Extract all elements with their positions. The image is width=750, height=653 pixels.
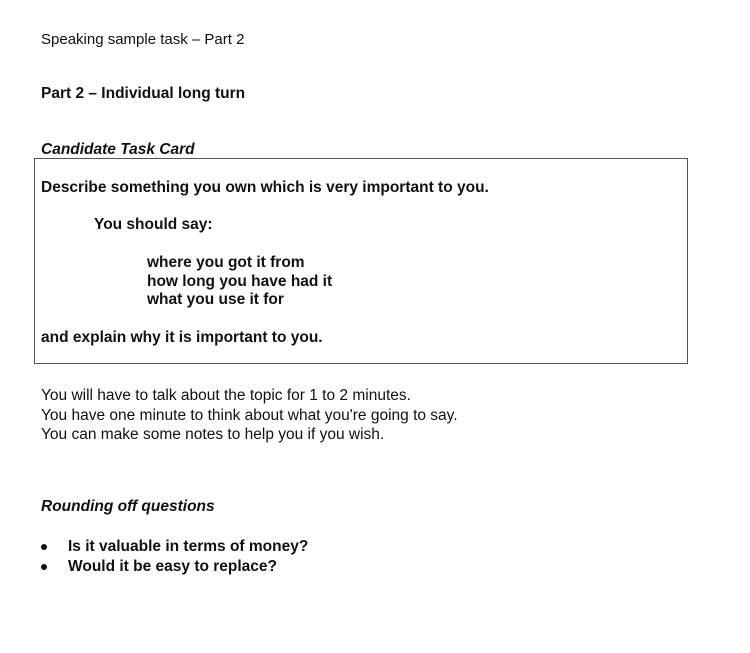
question-text: Would it be easy to replace? <box>68 558 278 575</box>
task-card-describe: Describe something you own which is very important to you. <box>41 179 489 196</box>
question-text: Is it valuable in terms of money? <box>68 538 309 555</box>
rounding-off-title: Rounding off questions <box>41 498 215 515</box>
task-card-points <box>147 254 332 310</box>
task-card-point: what you use it for <box>147 291 284 308</box>
instruction-line: You have one minute to think about what you're going to say. <box>41 406 458 424</box>
task-card-should-say: You should say: <box>94 216 213 233</box>
task-card-explain: and explain why it is important to you. <box>41 329 323 346</box>
task-card-label: Candidate Task Card <box>41 141 195 158</box>
task-card-point: where you got it from <box>147 254 305 271</box>
part-title: Part 2 – Individual long turn <box>41 85 246 102</box>
instructions <box>41 386 458 445</box>
instruction-line: You can make some notes to help you if you wish. <box>41 426 385 443</box>
bullet-icon <box>41 544 47 550</box>
document-header: Speaking sample task – Part 2 <box>41 31 245 48</box>
bullet-icon <box>41 564 47 570</box>
question-item <box>41 537 308 557</box>
question-item <box>41 557 308 577</box>
instruction-line: You will have to talk about the topic for 1 to 2 minutes. <box>41 387 411 404</box>
task-card-point: how long you have had it <box>147 272 333 290</box>
rounding-off-questions <box>41 537 308 577</box>
